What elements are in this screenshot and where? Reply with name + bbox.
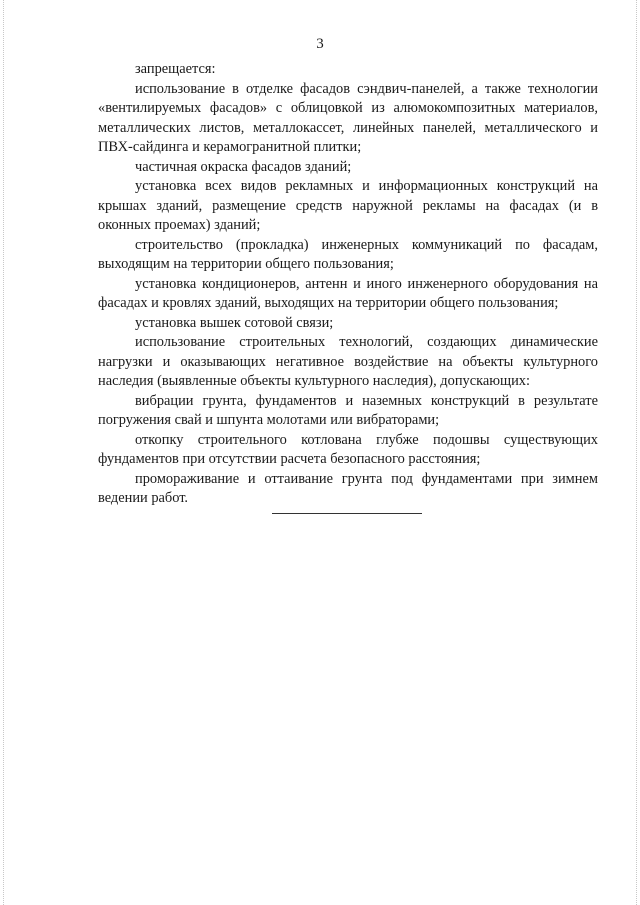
paragraph-partial-painting: частичная окраска фасадов зданий; <box>135 158 352 175</box>
paragraph-ground-vibrations: вибрации грунта, фундаментов и наземных конструкций в результате погружения свай и шпунта молотами или вибраторами; <box>98 392 598 428</box>
page-number: 3 <box>316 36 324 52</box>
paragraph-engineering-communications: строительство (прокладка) инженерных коммуникаций по фасадам, выходящим на территории общего пользования; <box>98 236 598 272</box>
paragraph-construction-technologies: использование строительных технологий, создающих динамические нагрузки и оказывающих негативное воздействие на объекты культурного наследия (выявленные объекты культурного наследия), допускающих: <box>98 334 598 389</box>
paragraph-air-conditioners: установка кондиционеров, антенн и иного инженерного оборудования на фасадах и кровлях зданий, выходящих на территории общего пользования; <box>98 275 598 311</box>
scan-edge-left <box>3 0 4 905</box>
paragraph-advertising-structures: установка всех видов рекламных и информационных конструкций на крышах зданий, размещение средств наружной рекламы на фасадах (и в оконных проемах) зданий; <box>98 178 598 233</box>
scan-edge-right <box>636 0 637 905</box>
paragraph-ground-freezing: промораживание и оттаивание грунта под фундаментами при зимнем ведении работ. <box>98 470 598 506</box>
paragraph-cell-towers: установка вышек сотовой связи; <box>135 314 334 331</box>
end-divider <box>272 513 422 514</box>
paragraph-prohibited-intro: запрещается: <box>135 61 216 77</box>
paragraph-sandwich-panels: использование в отделке фасадов сэндвич-панелей, а также технологии «вентилируемых фасадов» с облицовкой из алюмокомпозитных материалов, металлических листов, металлокассет, линейных панелей, металлического и ПВХ-сайдинга и керамогранитной плитки; <box>98 80 598 155</box>
paragraph-excavation: откопку строительного котлована глубже подошвы существующих фундаментов при отсутствии расчета безопасного расстояния; <box>98 431 598 467</box>
document-body <box>98 60 598 509</box>
